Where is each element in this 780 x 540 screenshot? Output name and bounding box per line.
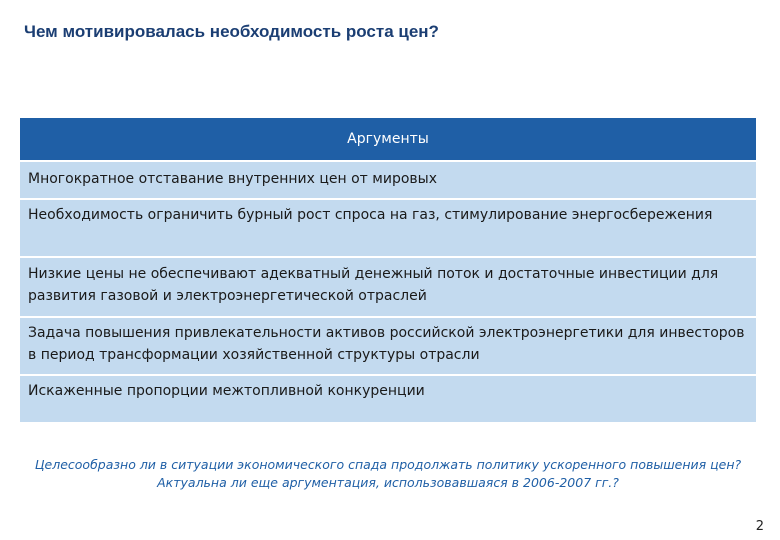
table-row: Задача повышения привлекательности активов российской электроэнергетики для инвесторов в период трансформации хозяйственной структуры отрасли [20, 318, 756, 376]
page-number: 2 [755, 519, 764, 534]
discussion-question: Целесообразно ли в ситуации экономического спада продолжать политику ускоренного повышения цен? Актуальна ли еще аргументация, использовавшаяся в 2006-2007 гг.? [34, 457, 742, 490]
table-row: Низкие цены не обеспечивают адекватный денежный поток и достаточные инвестиции для развития газовой и электроэнергетической отраслей [20, 258, 756, 318]
table-row: Многократное отставание внутренних цен от мировых [20, 162, 756, 200]
slide-title: Чем мотивировалась необходимость роста цен? [24, 22, 439, 41]
table-row: Искаженные пропорции межтопливной конкуренции [20, 376, 756, 422]
table-header: Аргументы [20, 118, 756, 162]
arguments-table [20, 118, 756, 422]
table-row: Необходимость ограничить бурный рост спроса на газ, стимулирование энергосбережения [20, 200, 756, 258]
